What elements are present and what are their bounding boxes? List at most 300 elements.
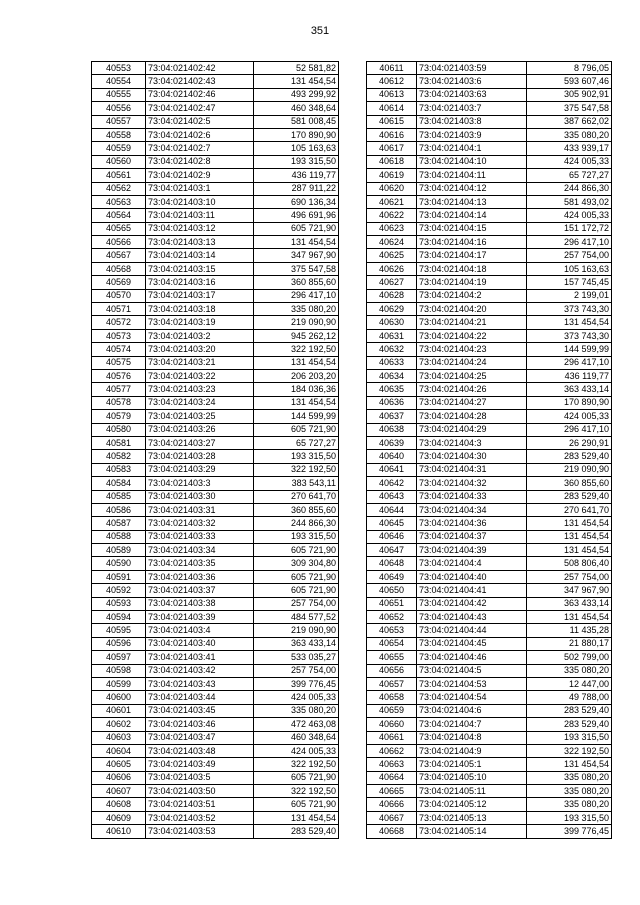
table-row — [367, 771, 612, 784]
cadastral-number-cell: 73:04:021404:6 — [417, 704, 527, 717]
value-cell: 257 754,00 — [254, 597, 339, 610]
row-number-cell: 40633 — [367, 356, 417, 369]
value-cell: 65 727,27 — [254, 436, 339, 449]
cadastral-number-cell: 73:04:021403:20 — [146, 343, 254, 356]
table-row — [367, 584, 612, 597]
value-cell: 373 743,30 — [527, 303, 612, 316]
cadastral-number-cell: 73:04:021403:41 — [146, 651, 254, 664]
value-cell: 460 348,64 — [254, 731, 339, 744]
table-row — [367, 557, 612, 570]
table-row — [367, 356, 612, 369]
cadastral-number-cell: 73:04:021403:4 — [146, 624, 254, 637]
cadastral-number-cell: 73:04:021404:24 — [417, 356, 527, 369]
cadastral-number-cell: 73:04:021403:49 — [146, 758, 254, 771]
cadastral-number-cell: 73:04:021404:37 — [417, 530, 527, 543]
table-row — [92, 316, 339, 329]
row-number-cell: 40643 — [367, 490, 417, 503]
cadastral-number-cell: 73:04:021403:18 — [146, 303, 254, 316]
row-number-cell: 40602 — [92, 718, 146, 731]
row-number-cell: 40630 — [367, 316, 417, 329]
table-row — [92, 651, 339, 664]
table-row — [92, 423, 339, 436]
cadastral-number-cell: 73:04:021404:7 — [417, 718, 527, 731]
cadastral-number-cell: 73:04:021403:5 — [146, 771, 254, 784]
value-cell: 690 136,34 — [254, 195, 339, 208]
table-row — [92, 396, 339, 409]
cadastral-number-cell: 73:04:021403:35 — [146, 557, 254, 570]
row-number-cell: 40611 — [367, 62, 417, 75]
table-row — [92, 62, 339, 75]
value-cell: 296 417,10 — [254, 289, 339, 302]
table-row — [92, 410, 339, 423]
table-row — [367, 758, 612, 771]
row-number-cell: 40615 — [367, 115, 417, 128]
cadastral-number-cell: 73:04:021404:39 — [417, 544, 527, 557]
cadastral-number-cell: 73:04:021402:47 — [146, 102, 254, 115]
cadastral-number-cell: 73:04:021403:37 — [146, 584, 254, 597]
table-row — [367, 731, 612, 744]
row-number-cell: 40599 — [92, 677, 146, 690]
cadastral-number-cell: 73:04:021405:1 — [417, 758, 527, 771]
row-number-cell: 40581 — [92, 436, 146, 449]
cadastral-number-cell: 73:04:021404:16 — [417, 236, 527, 249]
row-number-cell: 40642 — [367, 477, 417, 490]
row-number-cell: 40621 — [367, 195, 417, 208]
row-number-cell: 40587 — [92, 517, 146, 530]
value-cell: 360 855,60 — [254, 503, 339, 516]
value-cell: 436 119,77 — [527, 369, 612, 382]
row-number-cell: 40622 — [367, 209, 417, 222]
table-row — [92, 664, 339, 677]
value-cell: 65 727,27 — [527, 169, 612, 182]
row-number-cell: 40658 — [367, 691, 417, 704]
cadastral-number-cell: 73:04:021405:12 — [417, 798, 527, 811]
table-row — [367, 611, 612, 624]
row-number-cell: 40582 — [92, 450, 146, 463]
value-cell: 283 529,40 — [527, 718, 612, 731]
value-cell: 424 005,33 — [527, 155, 612, 168]
table-row — [92, 289, 339, 302]
value-cell: 49 788,00 — [527, 691, 612, 704]
cadastral-number-cell: 73:04:021403:53 — [146, 825, 254, 838]
value-cell: 151 172,72 — [527, 222, 612, 235]
table-row — [92, 477, 339, 490]
table-row — [367, 316, 612, 329]
row-number-cell: 40553 — [92, 62, 146, 75]
table-row — [92, 825, 339, 838]
row-number-cell: 40554 — [92, 75, 146, 88]
row-number-cell: 40565 — [92, 222, 146, 235]
row-number-cell: 40577 — [92, 383, 146, 396]
value-cell: 131 454,54 — [527, 758, 612, 771]
value-cell: 131 454,54 — [254, 356, 339, 369]
cadastral-number-cell: 73:04:021402:46 — [146, 88, 254, 101]
table-row — [92, 356, 339, 369]
value-cell: 244 866,30 — [527, 182, 612, 195]
row-number-cell: 40558 — [92, 128, 146, 141]
table-row — [367, 570, 612, 583]
table-row — [367, 785, 612, 798]
table-row — [92, 637, 339, 650]
row-number-cell: 40594 — [92, 611, 146, 624]
table-row — [367, 128, 612, 141]
value-cell: 363 433,14 — [254, 637, 339, 650]
row-number-cell: 40585 — [92, 490, 146, 503]
table-row — [92, 75, 339, 88]
value-cell: 131 454,54 — [254, 811, 339, 824]
row-number-cell: 40604 — [92, 744, 146, 757]
table-row — [92, 731, 339, 744]
cadastral-number-cell: 73:04:021403:40 — [146, 637, 254, 650]
row-number-cell: 40618 — [367, 155, 417, 168]
value-cell: 170 890,90 — [527, 396, 612, 409]
table-row — [367, 798, 612, 811]
row-number-cell: 40566 — [92, 236, 146, 249]
table-row — [92, 343, 339, 356]
value-cell: 436 119,77 — [254, 169, 339, 182]
row-number-cell: 40555 — [92, 88, 146, 101]
value-cell: 105 163,63 — [527, 262, 612, 275]
row-number-cell: 40592 — [92, 584, 146, 597]
table-row — [92, 771, 339, 784]
cadastral-number-cell: 73:04:021405:14 — [417, 825, 527, 838]
row-number-cell: 40597 — [92, 651, 146, 664]
value-cell: 193 315,50 — [254, 450, 339, 463]
value-cell: 424 005,33 — [254, 744, 339, 757]
table-row — [92, 544, 339, 557]
table-row — [367, 155, 612, 168]
row-number-cell: 40575 — [92, 356, 146, 369]
row-number-cell: 40667 — [367, 811, 417, 824]
cadastral-number-cell: 73:04:021403:63 — [417, 88, 527, 101]
value-cell: 360 855,60 — [254, 276, 339, 289]
table-row — [92, 115, 339, 128]
table-row — [92, 718, 339, 731]
value-cell: 496 691,96 — [254, 209, 339, 222]
cadastral-number-cell: 73:04:021403:48 — [146, 744, 254, 757]
row-number-cell: 40637 — [367, 410, 417, 423]
table-row — [367, 517, 612, 530]
table-row — [367, 811, 612, 824]
value-cell: 219 090,90 — [254, 624, 339, 637]
row-number-cell: 40616 — [367, 128, 417, 141]
row-number-cell: 40651 — [367, 597, 417, 610]
cadastral-number-cell: 73:04:021403:38 — [146, 597, 254, 610]
row-number-cell: 40559 — [92, 142, 146, 155]
table-row — [367, 62, 612, 75]
value-cell: 335 080,20 — [527, 785, 612, 798]
row-number-cell: 40648 — [367, 557, 417, 570]
cadastral-number-cell: 73:04:021403:36 — [146, 570, 254, 583]
right-data-table — [366, 61, 612, 839]
value-cell: 322 192,50 — [254, 463, 339, 476]
cadastral-number-cell: 73:04:021405:11 — [417, 785, 527, 798]
row-number-cell: 40665 — [367, 785, 417, 798]
row-number-cell: 40570 — [92, 289, 146, 302]
row-number-cell: 40666 — [367, 798, 417, 811]
row-number-cell: 40638 — [367, 423, 417, 436]
row-number-cell: 40647 — [367, 544, 417, 557]
cadastral-number-cell: 73:04:021404:10 — [417, 155, 527, 168]
row-number-cell: 40567 — [92, 249, 146, 262]
cadastral-number-cell: 73:04:021404:53 — [417, 677, 527, 690]
value-cell: 257 754,00 — [527, 570, 612, 583]
table-row — [92, 624, 339, 637]
table-row — [367, 544, 612, 557]
value-cell: 105 163,63 — [254, 142, 339, 155]
cadastral-number-cell: 73:04:021403:2 — [146, 329, 254, 342]
table-row — [92, 570, 339, 583]
cadastral-number-cell: 73:04:021403:13 — [146, 236, 254, 249]
value-cell: 257 754,00 — [254, 664, 339, 677]
cadastral-number-cell: 73:04:021403:21 — [146, 356, 254, 369]
value-cell: 399 776,45 — [254, 677, 339, 690]
table-row — [92, 785, 339, 798]
table-row — [367, 383, 612, 396]
cadastral-number-cell: 73:04:021404:23 — [417, 343, 527, 356]
cadastral-number-cell: 73:04:021404:45 — [417, 637, 527, 650]
table-row — [367, 303, 612, 316]
row-number-cell: 40656 — [367, 664, 417, 677]
value-cell: 131 454,54 — [527, 611, 612, 624]
value-cell: 472 463,08 — [254, 718, 339, 731]
cadastral-number-cell: 73:04:021404:2 — [417, 289, 527, 302]
row-number-cell: 40610 — [92, 825, 146, 838]
cadastral-number-cell: 73:04:021403:17 — [146, 289, 254, 302]
row-number-cell: 40641 — [367, 463, 417, 476]
row-number-cell: 40659 — [367, 704, 417, 717]
value-cell: 309 304,80 — [254, 557, 339, 570]
cadastral-number-cell: 73:04:021403:25 — [146, 410, 254, 423]
row-number-cell: 40591 — [92, 570, 146, 583]
value-cell: 424 005,33 — [254, 691, 339, 704]
value-cell: 335 080,20 — [254, 303, 339, 316]
value-cell: 170 890,90 — [254, 128, 339, 141]
row-number-cell: 40571 — [92, 303, 146, 316]
row-number-cell: 40564 — [92, 209, 146, 222]
table-row — [92, 677, 339, 690]
value-cell: 257 754,00 — [527, 249, 612, 262]
value-cell: 270 641,70 — [527, 503, 612, 516]
row-number-cell: 40590 — [92, 557, 146, 570]
row-number-cell: 40589 — [92, 544, 146, 557]
cadastral-number-cell: 73:04:021403:30 — [146, 490, 254, 503]
value-cell: 347 967,90 — [254, 249, 339, 262]
value-cell: 193 315,50 — [254, 155, 339, 168]
value-cell: 26 290,91 — [527, 436, 612, 449]
row-number-cell: 40657 — [367, 677, 417, 690]
page-number: 351 — [310, 25, 330, 37]
row-number-cell: 40661 — [367, 731, 417, 744]
cadastral-number-cell: 73:04:021403:33 — [146, 530, 254, 543]
cadastral-number-cell: 73:04:021404:27 — [417, 396, 527, 409]
cadastral-number-cell: 73:04:021404:12 — [417, 182, 527, 195]
table-row — [92, 597, 339, 610]
value-cell: 581 493,02 — [527, 195, 612, 208]
table-row — [92, 236, 339, 249]
row-number-cell: 40560 — [92, 155, 146, 168]
row-number-cell: 40580 — [92, 423, 146, 436]
cadastral-number-cell: 73:04:021404:31 — [417, 463, 527, 476]
table-row — [367, 624, 612, 637]
row-number-cell: 40650 — [367, 584, 417, 597]
cadastral-number-cell: 73:04:021404:8 — [417, 731, 527, 744]
table-row — [367, 249, 612, 262]
table-row — [92, 450, 339, 463]
row-number-cell: 40640 — [367, 450, 417, 463]
cadastral-number-cell: 73:04:021404:5 — [417, 664, 527, 677]
cadastral-number-cell: 73:04:021404:26 — [417, 383, 527, 396]
cadastral-number-cell: 73:04:021403:28 — [146, 450, 254, 463]
row-number-cell: 40593 — [92, 597, 146, 610]
value-cell: 131 454,54 — [254, 396, 339, 409]
cadastral-number-cell: 73:04:021403:47 — [146, 731, 254, 744]
row-number-cell: 40629 — [367, 303, 417, 316]
cadastral-number-cell: 73:04:021403:16 — [146, 276, 254, 289]
row-number-cell: 40586 — [92, 503, 146, 516]
value-cell: 322 192,50 — [527, 744, 612, 757]
table-row — [92, 88, 339, 101]
cadastral-number-cell: 73:04:021403:15 — [146, 262, 254, 275]
table-row — [367, 477, 612, 490]
value-cell: 322 192,50 — [254, 343, 339, 356]
table-row — [367, 503, 612, 516]
cadastral-number-cell: 73:04:021404:44 — [417, 624, 527, 637]
cadastral-number-cell: 73:04:021405:13 — [417, 811, 527, 824]
value-cell: 11 435,28 — [527, 624, 612, 637]
cadastral-number-cell: 73:04:021404:43 — [417, 611, 527, 624]
cadastral-number-cell: 73:04:021403:14 — [146, 249, 254, 262]
cadastral-number-cell: 73:04:021403:45 — [146, 704, 254, 717]
table-row — [92, 798, 339, 811]
value-cell: 52 581,82 — [254, 62, 339, 75]
cadastral-number-cell: 73:04:021404:19 — [417, 276, 527, 289]
value-cell: 131 454,54 — [527, 544, 612, 557]
table-row — [92, 503, 339, 516]
table-row — [367, 410, 612, 423]
row-number-cell: 40631 — [367, 329, 417, 342]
value-cell: 131 454,54 — [527, 517, 612, 530]
table-row — [367, 329, 612, 342]
cadastral-number-cell: 73:04:021402:7 — [146, 142, 254, 155]
table-row — [367, 450, 612, 463]
value-cell: 605 721,90 — [254, 584, 339, 597]
table-row — [92, 262, 339, 275]
table-row — [367, 169, 612, 182]
cadastral-number-cell: 73:04:021404:32 — [417, 477, 527, 490]
cadastral-number-cell: 73:04:021404:40 — [417, 570, 527, 583]
value-cell: 21 880,17 — [527, 637, 612, 650]
row-number-cell: 40628 — [367, 289, 417, 302]
cadastral-number-cell: 73:04:021403:27 — [146, 436, 254, 449]
value-cell: 283 529,40 — [254, 825, 339, 838]
row-number-cell: 40623 — [367, 222, 417, 235]
row-number-cell: 40584 — [92, 477, 146, 490]
cadastral-number-cell: 73:04:021404:30 — [417, 450, 527, 463]
table-row — [367, 718, 612, 731]
row-number-cell: 40644 — [367, 503, 417, 516]
row-number-cell: 40617 — [367, 142, 417, 155]
cadastral-number-cell: 73:04:021403:42 — [146, 664, 254, 677]
row-number-cell: 40556 — [92, 102, 146, 115]
cadastral-number-cell: 73:04:021403:22 — [146, 369, 254, 382]
row-number-cell: 40573 — [92, 329, 146, 342]
value-cell: 363 433,14 — [527, 597, 612, 610]
value-cell: 605 721,90 — [254, 544, 339, 557]
cadastral-number-cell: 73:04:021404:42 — [417, 597, 527, 610]
table-row — [92, 463, 339, 476]
table-row — [367, 88, 612, 101]
row-number-cell: 40561 — [92, 169, 146, 182]
value-cell: 460 348,64 — [254, 102, 339, 115]
cadastral-number-cell: 73:04:021404:11 — [417, 169, 527, 182]
value-cell: 581 008,45 — [254, 115, 339, 128]
value-cell: 387 662,02 — [527, 115, 612, 128]
table-row — [92, 195, 339, 208]
cadastral-number-cell: 73:04:021403:46 — [146, 718, 254, 731]
table-row — [367, 664, 612, 677]
cadastral-number-cell: 73:04:021403:32 — [146, 517, 254, 530]
cadastral-number-cell: 73:04:021403:59 — [417, 62, 527, 75]
cadastral-number-cell: 73:04:021404:21 — [417, 316, 527, 329]
row-number-cell: 40635 — [367, 383, 417, 396]
cadastral-number-cell: 73:04:021404:15 — [417, 222, 527, 235]
value-cell: 335 080,20 — [527, 664, 612, 677]
value-cell: 8 796,05 — [527, 62, 612, 75]
value-cell: 184 036,36 — [254, 383, 339, 396]
value-cell: 322 192,50 — [254, 758, 339, 771]
table-row — [367, 825, 612, 838]
row-number-cell: 40612 — [367, 75, 417, 88]
table-row — [367, 436, 612, 449]
table-row — [92, 209, 339, 222]
row-number-cell: 40646 — [367, 530, 417, 543]
cadastral-number-cell: 73:04:021403:23 — [146, 383, 254, 396]
value-cell: 270 641,70 — [254, 490, 339, 503]
table-row — [367, 490, 612, 503]
row-number-cell: 40620 — [367, 182, 417, 195]
value-cell: 157 745,45 — [527, 276, 612, 289]
table-row — [92, 383, 339, 396]
cadastral-number-cell: 73:04:021403:24 — [146, 396, 254, 409]
value-cell: 283 529,40 — [527, 704, 612, 717]
table-row — [92, 329, 339, 342]
value-cell: 493 299,92 — [254, 88, 339, 101]
value-cell: 502 799,00 — [527, 651, 612, 664]
right-table-body — [367, 62, 612, 839]
table-row — [92, 758, 339, 771]
row-number-cell: 40601 — [92, 704, 146, 717]
row-number-cell: 40608 — [92, 798, 146, 811]
value-cell: 484 577,52 — [254, 611, 339, 624]
cadastral-number-cell: 73:04:021403:8 — [417, 115, 527, 128]
row-number-cell: 40613 — [367, 88, 417, 101]
table-row — [367, 744, 612, 757]
cadastral-number-cell: 73:04:021404:9 — [417, 744, 527, 757]
table-row — [92, 249, 339, 262]
table-row — [367, 530, 612, 543]
value-cell: 945 262,12 — [254, 329, 339, 342]
cadastral-number-cell: 73:04:021403:19 — [146, 316, 254, 329]
table-row — [367, 343, 612, 356]
cadastral-number-cell: 73:04:021404:1 — [417, 142, 527, 155]
value-cell: 305 902,91 — [527, 88, 612, 101]
table-row — [92, 155, 339, 168]
row-number-cell: 40668 — [367, 825, 417, 838]
row-number-cell: 40653 — [367, 624, 417, 637]
value-cell: 373 743,30 — [527, 329, 612, 342]
value-cell: 605 721,90 — [254, 222, 339, 235]
